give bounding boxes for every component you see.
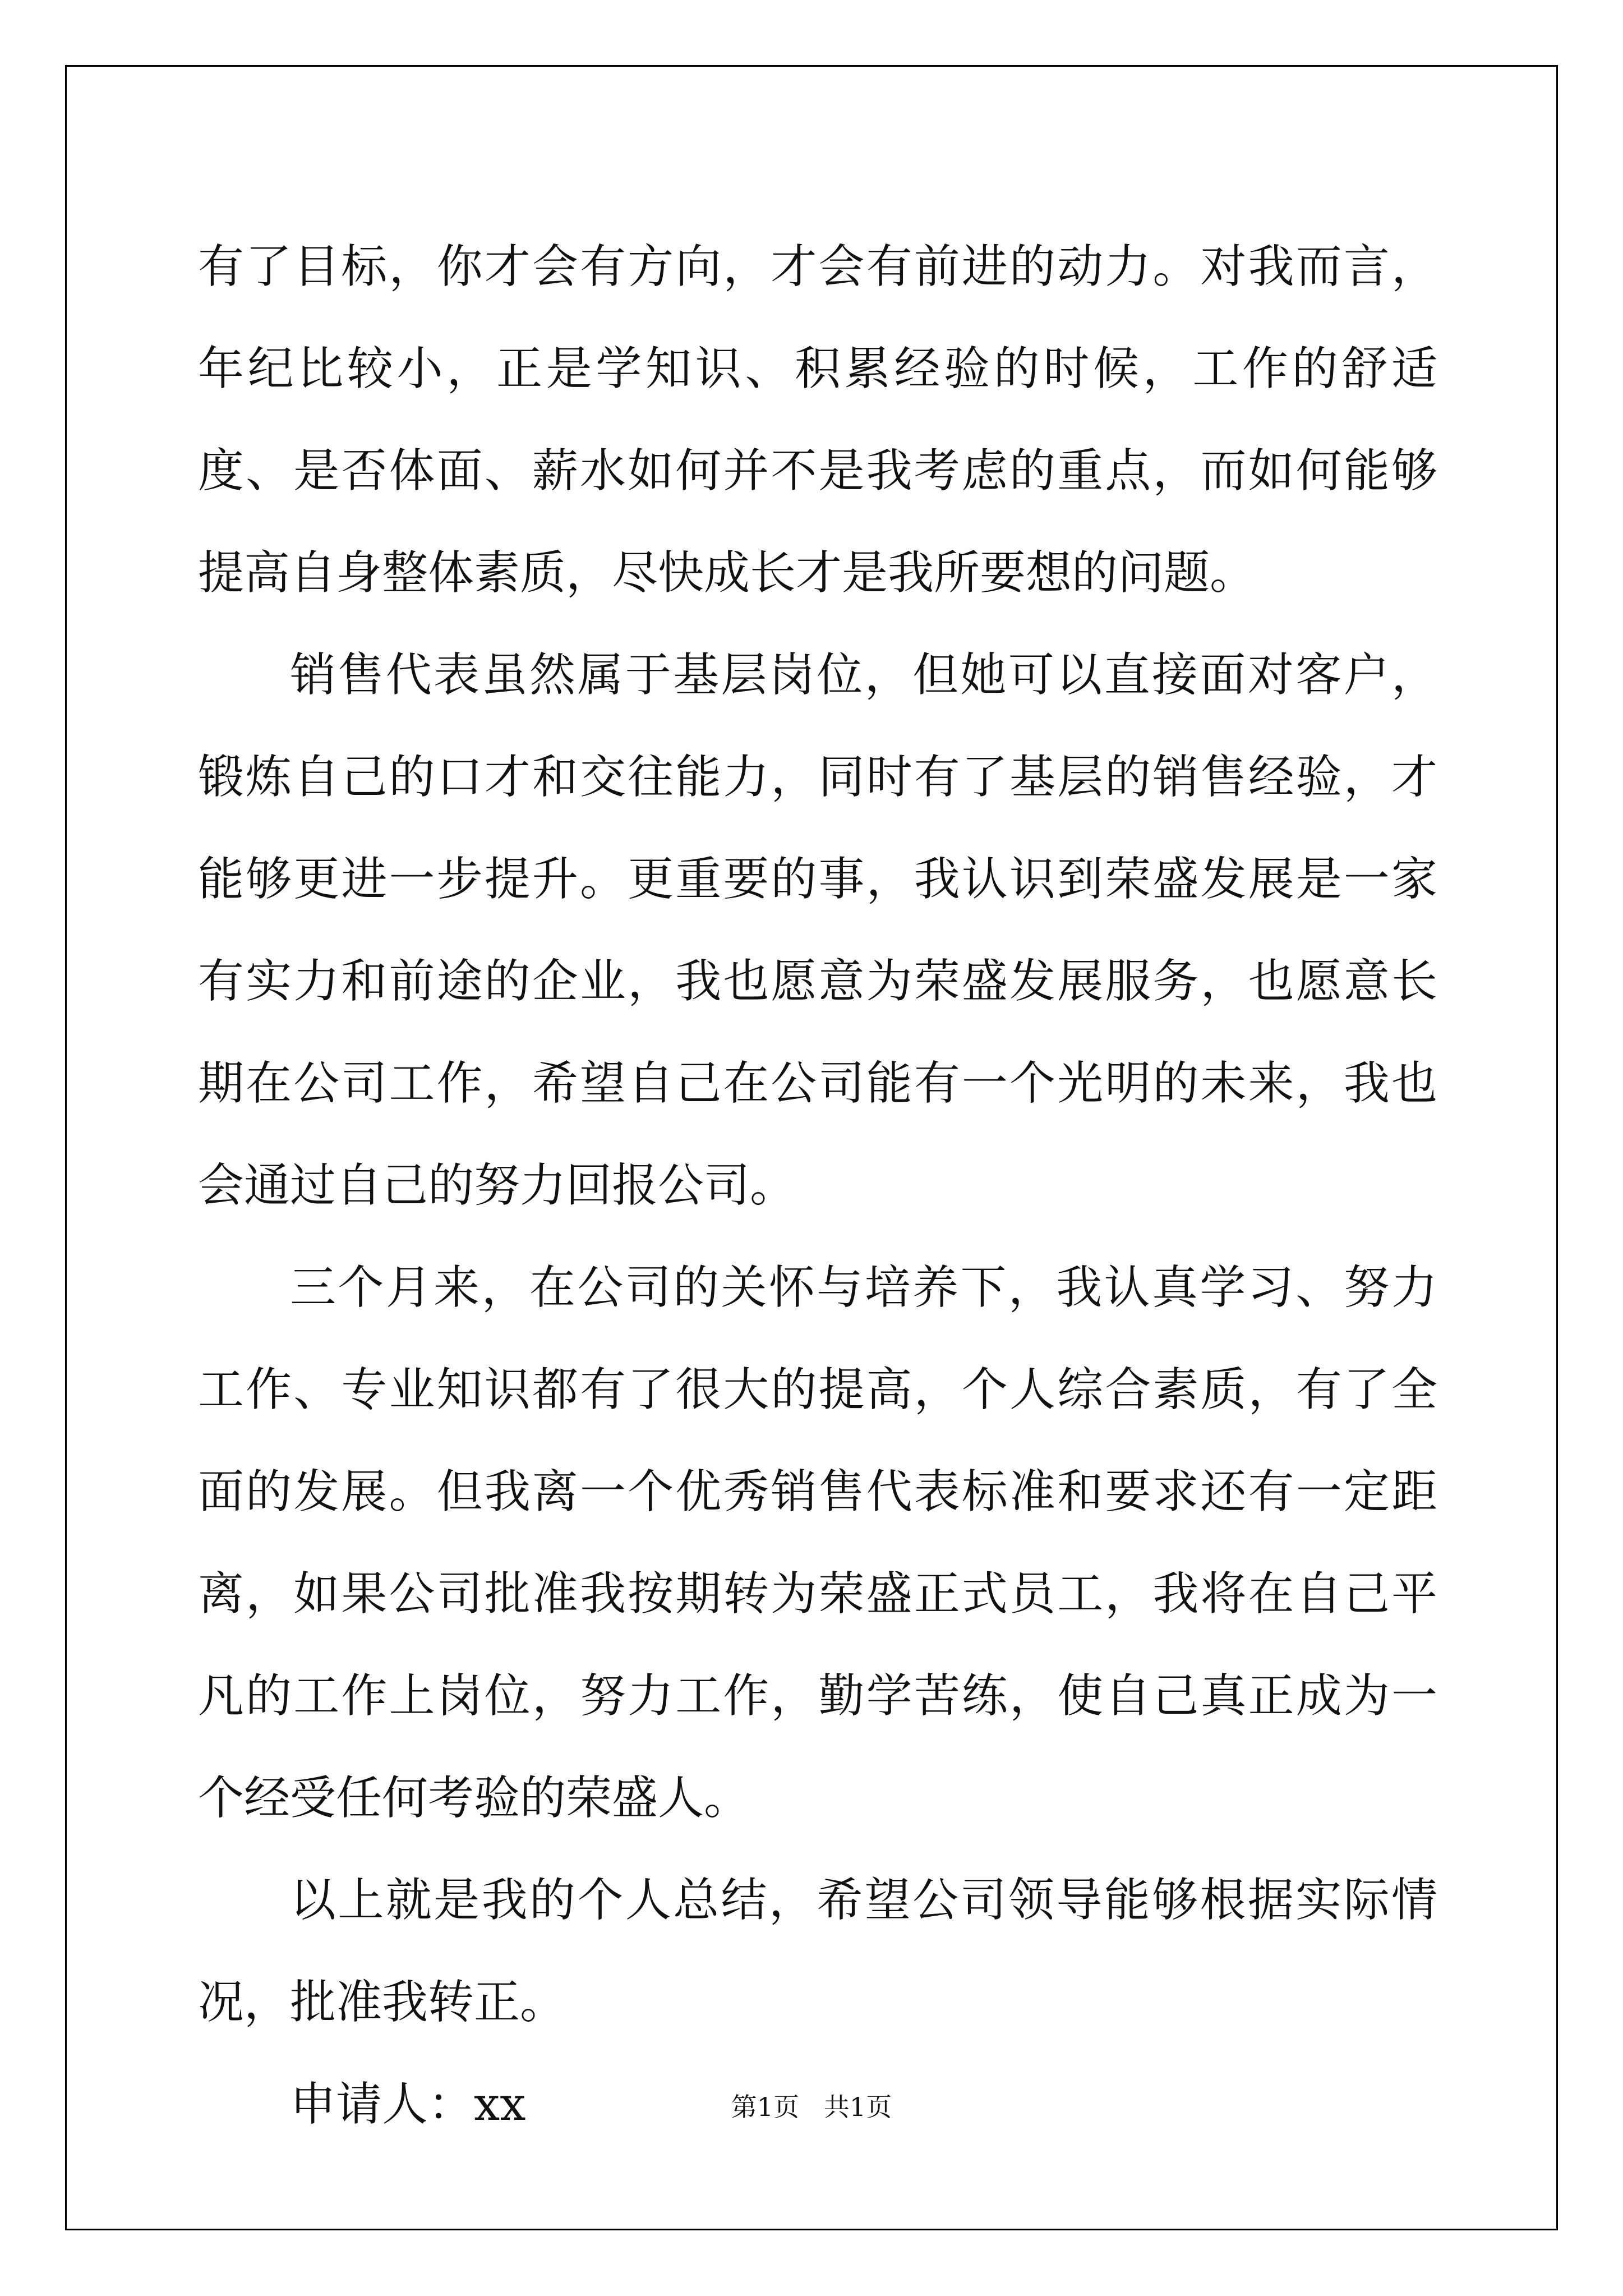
paragraph-goals: 有了目标，你才会有方向，才会有前进的动力。对我而言，年纪比较小，正是学知识、积累经验的时候，工作的舒适度、是否体面、薪水如何并不是我考虑的重点，而如何能够提高自身整体素质，尽快成长才是我所要想的问题。	[198, 240, 1437, 600]
page-number-footer: 第1页 共1页	[731, 2092, 892, 2122]
paragraph-applicant: 申请人：xx	[290, 2078, 526, 2131]
paragraph-sales-role: 销售代表虽然属于基层岗位，但她可以直接面对客户，锻炼自己的口才和交往能力，同时有了基层的销售经验，才能够更进一步提升。更重要的事，我认识到荣盛发展是一家有实力和前途的企业，我也愿意为荣盛发展服务，也愿意长期在公司工作，希望自己在公司能有一个光明的未来，我也会通过自己的努力回报公司。	[198, 648, 1437, 1212]
document-body	[198, 216, 1437, 2156]
paragraph-summary: 以上就是我的个人总结，希望公司领导能够根据实际情况，批准我转正。	[198, 1874, 1437, 2029]
paragraph-three-months: 三个月来，在公司的关怀与培养下，我认真学习、努力工作、专业知识都有了很大的提高，个人综合素质，有了全面的发展。但我离一个优秀销售代表标准和要求还有一定距离，如果公司批准我按期转为荣盛正式员工，我将在自己平凡的工作上岗位，努力工作，勤学苦练，使自己真正成为一个经受任何考验的荣盛人。	[198, 1261, 1437, 1825]
